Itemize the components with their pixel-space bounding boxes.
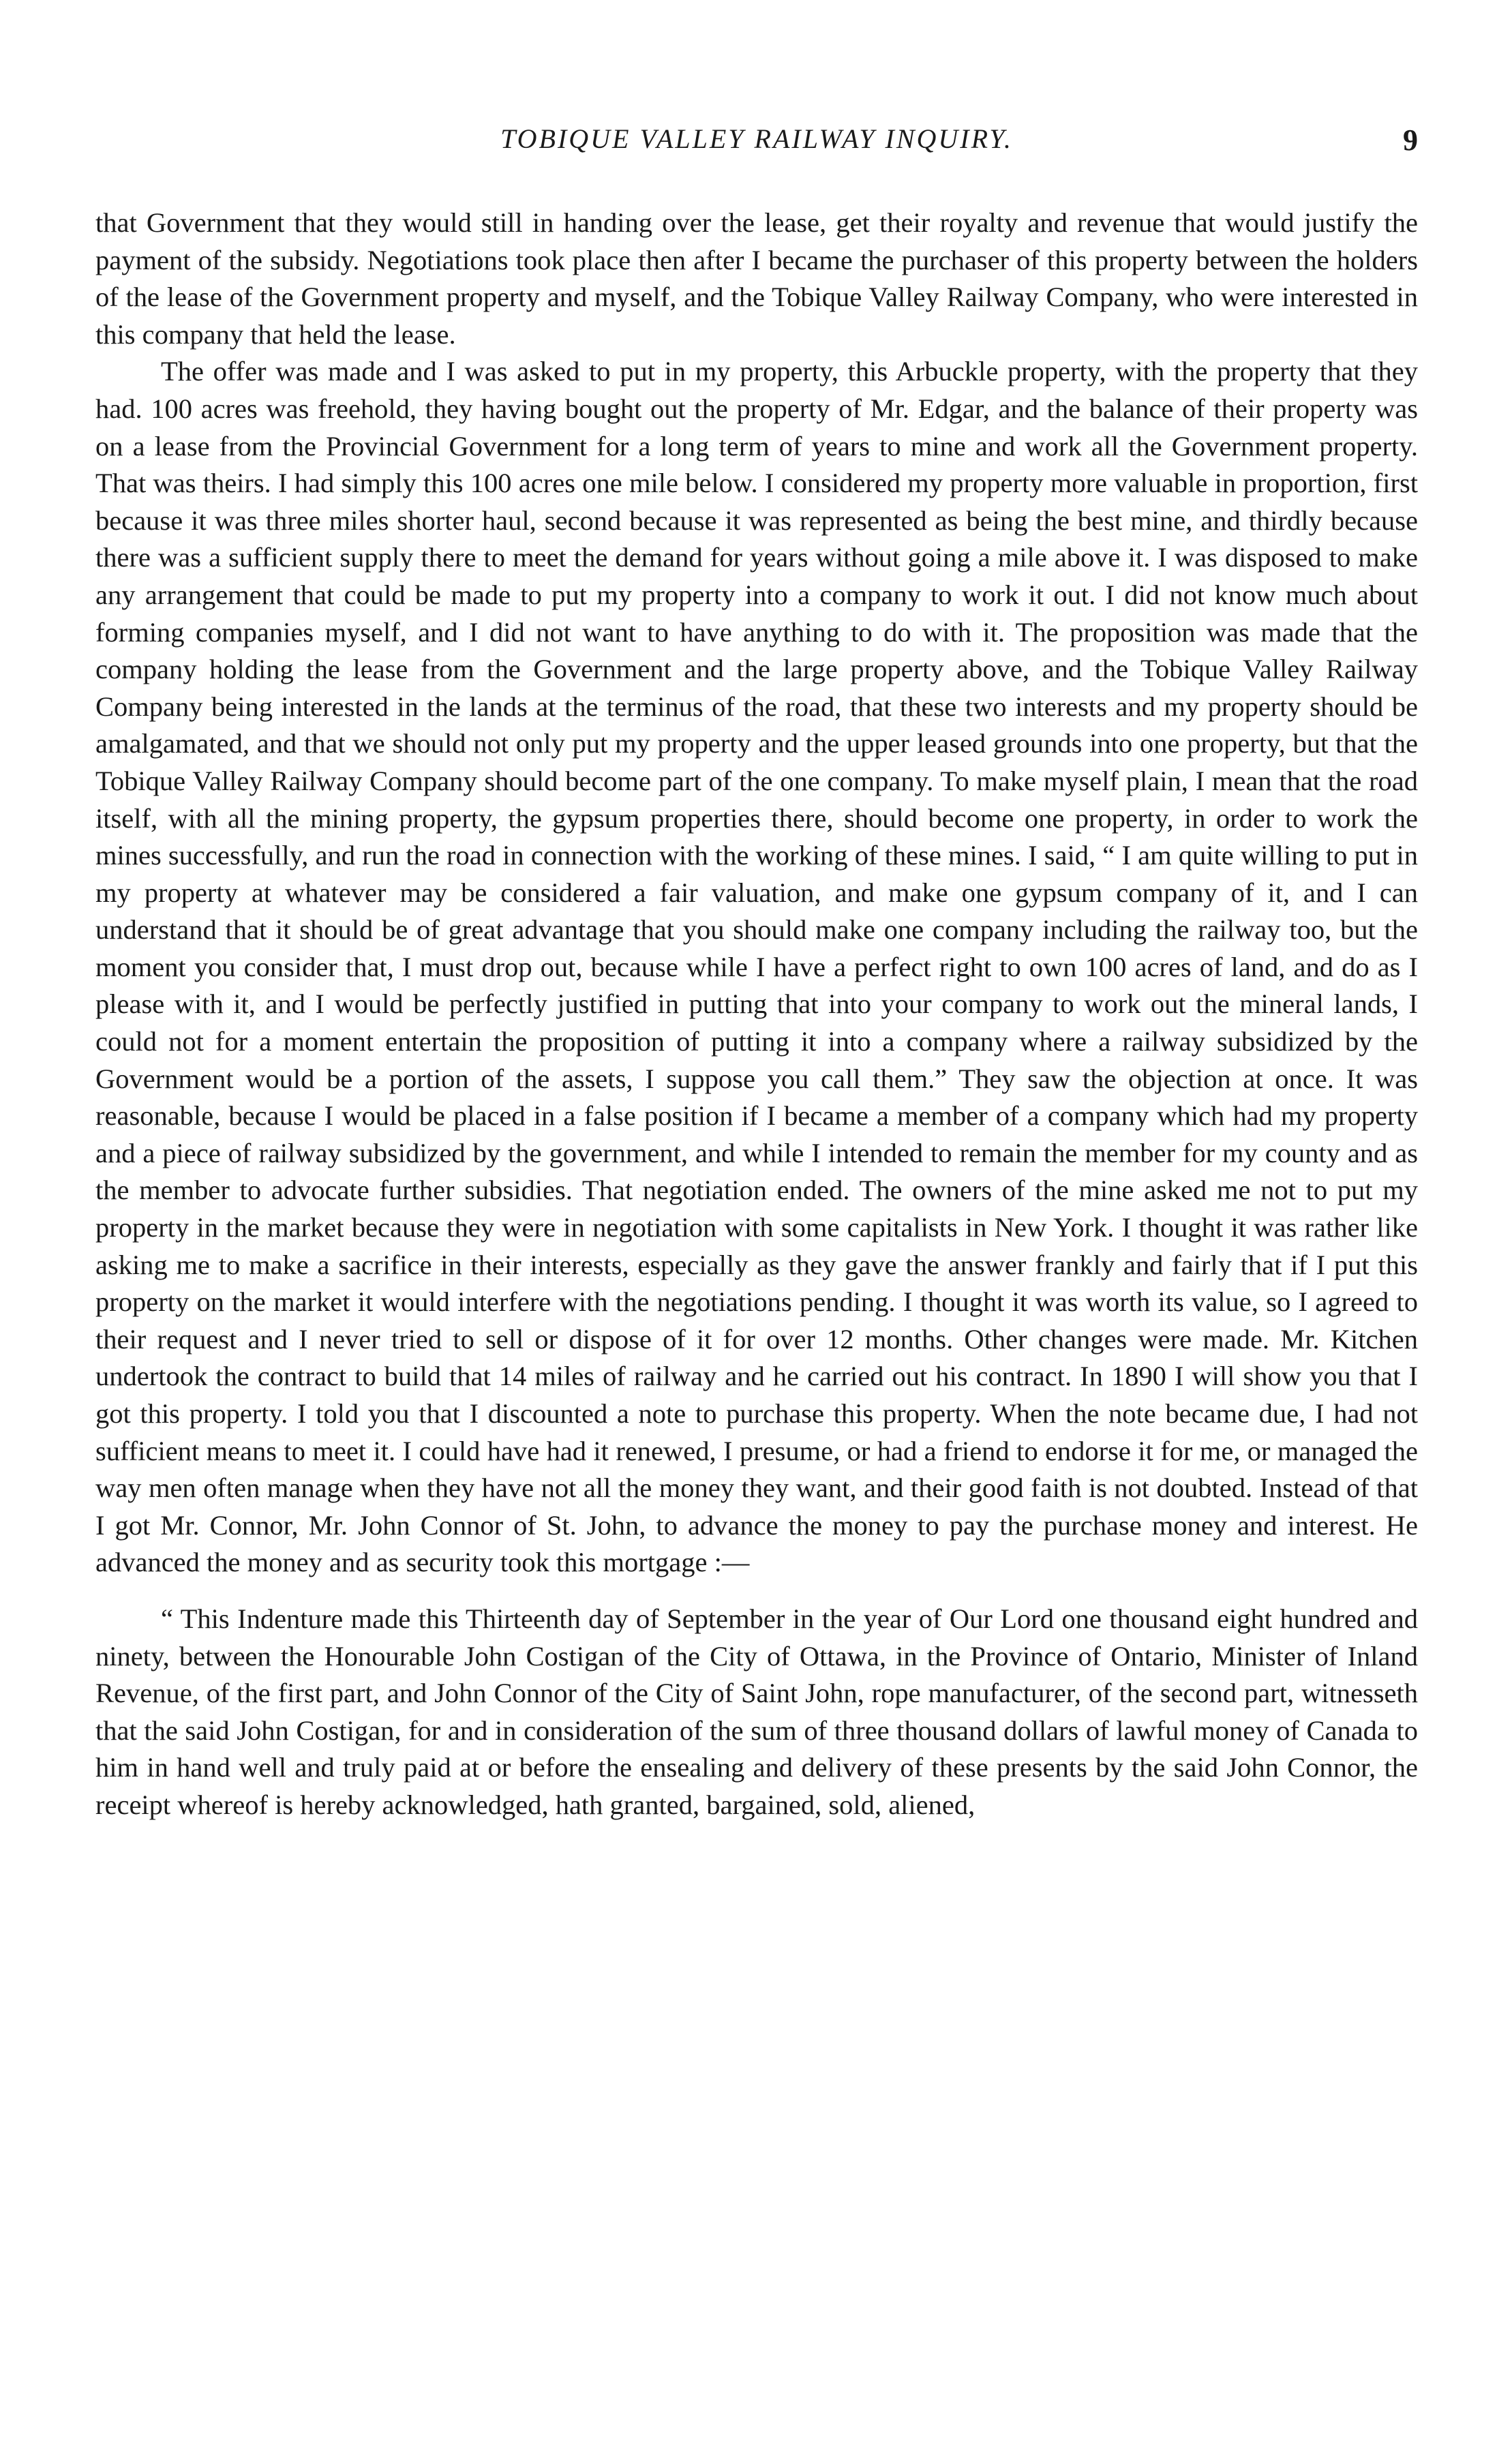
- paragraph-continuation: that Government that they would still in handing over the lease, get their royalty and revenue that would justify the payment of the subsidy. Negotiations took place then after I became the purchaser of this property between the holders of the lease of the Government property and myself, and the Tobique Valley Railway Company, who were interested in this company that held the lease.: [95, 207, 1418, 350]
- body-text: [95, 205, 1418, 1824]
- page-number: 9: [1403, 123, 1418, 157]
- running-title: TOBIQUE VALLEY RAILWAY INQUIRY.: [500, 123, 1013, 154]
- paragraph-indenture-quote: “ This Indenture made this Thirteenth day of September in the year of Our Lord one thousand eight hundred and ninety, between the Honourable John Costigan of the City of Ottawa, in the Province of Ontario, Minister of Inland Revenue, of the first part, and John Connor of the City of Saint John, rope manufacturer, of the second part, witnesseth that the said John Costigan, for and in consideration of the sum of three thousand dollars of lawful money of Canada to him in hand well and truly paid at or before the ensealing and delivery of these presents by the said John Connor, the receipt whereof is hereby acknowledged, hath granted, bargained, sold, aliened,: [95, 1603, 1418, 1820]
- running-header: [95, 123, 1418, 164]
- paragraph-testimony: The offer was made and I was asked to put in my property, this Arbuckle property, with the property that they had. 100 acres was freehold, they having bought out the property of Mr. Edgar, and the balance of their property was on a lease from the Provincial Government for a long term of years to mine and work all the Government property. That was theirs. I had simply this 100 acres one mile below. I considered my property more valuable in proportion, first because it was three miles shorter haul, second because it was represented as being the best mine, and thirdly because there was a sufficient supply there to meet the demand for years without going a mile above it. I was disposed to make any arrangement that could be made to put my property into a company to work it out. I did not know much about forming companies myself, and I did not want to have anything to do with it. The proposition was made that the company holding the lease from the Government and the large property above, and the Tobique Valley Railway Company being interested in the lands at the terminus of the road, that these two interests and my property should be amalgamated, and that we should not only put my property and the upper leased grounds into one property, but that the Tobique Valley Railway Company should become part of the one company. To make myself plain, I mean that the road itself, with all the mining property, the gypsum properties there, should become one property, in order to work the mines successfully, and run the road in connection with the working of these mines. I said, “ I am quite willing to put in my property at whatever may be considered a fair valuation, and make one gypsum company of it, and I can understand that it should be of great advantage that you should make one company including the railway too, but the moment you consider that, I must drop out, because while I have a perfect right to own 100 acres of land, and do as I please with it, and I would be perfectly justified in putting that into your company to work out the mineral lands, I could not for a moment entertain the proposition of putting it into a company where a railway subsidized by the Government would be a portion of the assets, I suppose you call them.” They saw the objection at once. It was reasonable, because I would be placed in a false position if I became a member of a company which had my property and a piece of railway subsidized by the government, and while I intended to remain the member for my county and as the member to advocate further subsidies. That negotiation ended. The owners of the mine asked me not to put my property in the market because they were in negotiation with some capitalists in New York. I thought it was rather like asking me to make a sacrifice in their interests, especially as they gave the answer frankly and fairly that if I put this property on the market it would interfere with the negotiations pending. I thought it was worth its value, so I agreed to their request and I never tried to sell or dispose of it for over 12 months. Other changes were made. Mr. Kitchen undertook the contract to build that 14 miles of railway and he carried out his contract. In 1890 I will show you that I got this property. I told you that I discounted a note to purchase this property. When the note became due, I had not sufficient means to meet it. I could have had it renewed, I presume, or had a friend to endorse it for me, or managed the way men often manage when they have not all the money they want, and their good faith is not doubted. Instead of that I got Mr. Connor, Mr. John Connor of St. John, to advance the money to pay the purchase money and interest. He advanced the money and as security took this mortgage :—: [95, 356, 1418, 1578]
